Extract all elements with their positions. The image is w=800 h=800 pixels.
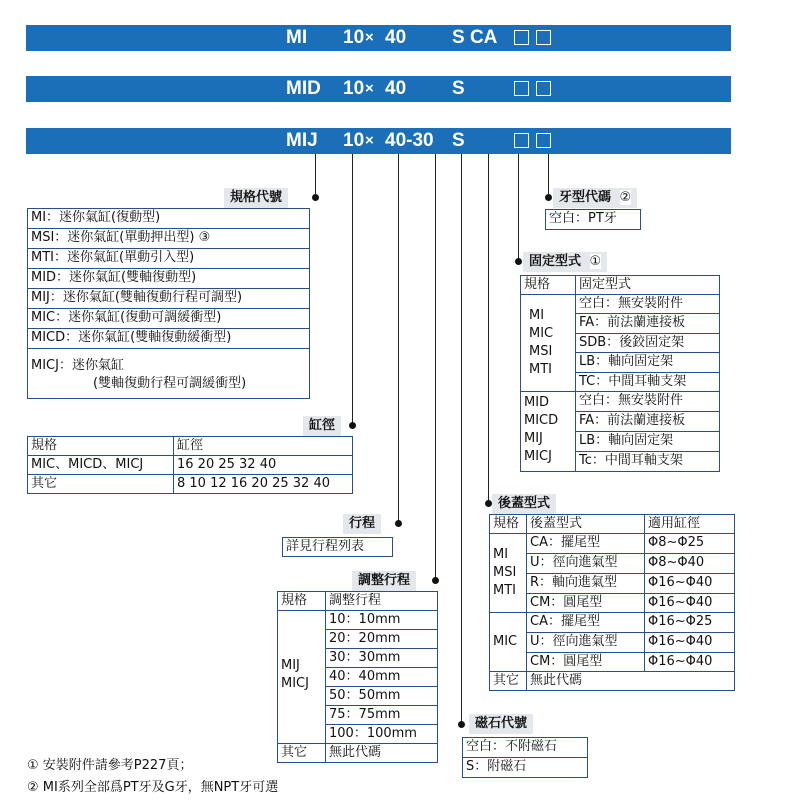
magnet-title: 磁石代號 [469, 714, 533, 734]
placeholder-box-2 [536, 30, 551, 45]
bar-model: MID [286, 78, 321, 99]
magnet-row: S：附磁石 [462, 757, 588, 778]
model-code-item [28, 349, 309, 397]
rear-cover-title: 後蓋型式 [492, 494, 556, 514]
model-code-item: MSI：迷你氣缸(單動押出型) ③ [28, 229, 309, 249]
bar-times: × [365, 29, 374, 46]
connector-mount [518, 154, 519, 261]
mount-group2-label: MICJ [524, 449, 552, 464]
model-code-item: MTI：迷你氣缸(單動引入型) [28, 249, 309, 269]
connector-dot-magnet [458, 721, 465, 728]
stroke-title: 行程 [343, 514, 381, 534]
mount-option: 空白：無安裝附件 [575, 391, 720, 412]
mount-title [523, 252, 607, 272]
model-code-list [27, 208, 310, 399]
rear-type: U：徑向進氣型 [526, 553, 645, 574]
rear-other-spec: 其它 [489, 671, 527, 691]
bore-title: 缸徑 [303, 416, 341, 436]
model-code-item-line1: MICJ：迷你氣缸 [31, 358, 124, 373]
placeholder-box-2 [536, 133, 551, 148]
bar-stroke: 40-30 [385, 130, 434, 151]
rear-group1-label: MSI [493, 565, 517, 580]
mount-group2-label: MIJ [524, 431, 543, 446]
rear-header-type: 後蓋型式 [526, 514, 645, 534]
mount-option: Tc：中間耳軸支架 [575, 451, 720, 472]
adjust-value: 20：20mm [325, 629, 438, 649]
connector-dot-stroke [395, 520, 402, 527]
rear-header-bore: 適用缸徑 [644, 514, 735, 534]
bore-row-spec: 其它 [27, 474, 174, 494]
adjust-value: 30：30mm [325, 648, 438, 668]
bore-header-spec: 規格 [27, 436, 174, 456]
bar-suffix: S [452, 130, 465, 151]
connector-rear [488, 154, 489, 503]
connector-model [315, 154, 316, 198]
mount-group2-spec [520, 391, 576, 472]
connector-dot-thread [545, 194, 552, 201]
rear-type: CM：圓尾型 [526, 652, 645, 672]
model-bar-mi [26, 25, 731, 51]
adjust-header-spec: 規格 [277, 591, 326, 611]
thread-row: 空白：PT牙 [545, 209, 641, 230]
rear-type: CA：擺尾型 [526, 533, 645, 554]
placeholder-box-1 [514, 133, 529, 148]
bore-row-values: 16 20 25 32 40 [173, 455, 353, 475]
mount-group1-spec [520, 294, 576, 392]
adjust-value: 75：75mm [325, 705, 438, 725]
connector-bore [352, 154, 353, 426]
bar-size: 10 [343, 130, 365, 151]
mount-option: FA：前法蘭連接板 [575, 313, 720, 334]
bar-size: 10 [343, 78, 365, 99]
mount-header-type: 固定型式 [575, 275, 720, 295]
footnote: ① 安裝附件請參考P227頁； [27, 758, 193, 773]
bar-suffix: S CA [452, 27, 498, 48]
bar-stroke: 40 [385, 27, 407, 48]
bore-row-values: 8 10 12 16 20 25 32 40 [173, 474, 353, 494]
footnote: ② MI系列全部爲PT牙及G牙，無NPT牙可選 [27, 780, 279, 795]
rear-bore: Φ16~Φ25 [644, 612, 735, 633]
model-code-item-line2: (雙軸復動行程可調緩衝型) [93, 376, 247, 391]
model-code-item: MI：迷你氣缸(復動型) [28, 209, 309, 229]
adjust-group-spec [277, 610, 326, 744]
rear-bore: Φ16~Φ40 [644, 652, 735, 672]
mount-group2-label: MID [524, 395, 550, 410]
mount-option: LB：軸向固定架 [575, 352, 720, 373]
rear-header-spec: 規格 [489, 514, 527, 534]
connector-dot-bore [349, 422, 356, 429]
rear-bore: Φ16~Φ40 [644, 632, 735, 653]
rear-group1-label: MTI [493, 583, 516, 598]
placeholder-box-1 [514, 81, 529, 96]
adjust-value: 100：100mm [325, 724, 438, 744]
mount-group2-label: MICD [524, 413, 559, 428]
bar-model: MI [286, 27, 308, 48]
mount-group1-label: MIC [529, 326, 554, 341]
adjust-value: 40：40mm [325, 667, 438, 687]
model-code-item: MICD：迷你氣缸(雙軸復動緩衝型) [28, 329, 309, 349]
model-code-item: MID：迷你氣缸(雙軸復動型) [28, 269, 309, 289]
mount-header-spec: 規格 [520, 275, 576, 295]
mount-option: TC：中間耳軸支架 [575, 372, 720, 392]
mount-group1-label: MTI [529, 362, 552, 377]
rear-type: R：軸向進氣型 [526, 573, 645, 594]
adjust-header-value: 調整行程 [325, 591, 438, 611]
stroke-text: 詳見行程列表 [282, 537, 393, 557]
adjust-other-spec: 其它 [277, 743, 326, 763]
mount-option: FA：前法蘭連接板 [575, 411, 720, 432]
connector-dot-rear [485, 500, 492, 507]
model-code-title: 規格代號 [224, 188, 288, 208]
rear-type: CA：擺尾型 [526, 612, 645, 633]
rear-group1-spec [489, 533, 527, 613]
thread-note-mark: ② [619, 190, 632, 205]
model-code-item: MIJ：迷你氣缸(雙軸復動行程可調型) [28, 289, 309, 309]
placeholder-box-1 [514, 30, 529, 45]
adjust-value: 10：10mm [325, 610, 438, 630]
bar-model: MIJ [286, 130, 318, 151]
model-bar-mij [26, 128, 731, 154]
magnet-row: 空白：不附磁石 [462, 737, 588, 758]
adjust-group-label: MICJ [281, 676, 309, 691]
connector-dot-model [312, 194, 319, 201]
connector-stroke [398, 154, 399, 524]
rear-bore: Φ8~Φ40 [644, 553, 735, 574]
mount-group1-label: MSI [529, 344, 553, 359]
adjust-stroke-title: 調整行程 [352, 571, 416, 591]
connector-magnet [461, 154, 462, 725]
thread-title [553, 188, 637, 208]
rear-group2-spec [489, 612, 527, 672]
bar-stroke: 40 [385, 78, 407, 99]
thread-title-text: 牙型代碼 [559, 190, 612, 205]
connector-adjust [435, 154, 436, 580]
bore-header-bore: 缸徑 [173, 436, 353, 456]
bar-suffix: S [452, 78, 465, 99]
rear-bore: Φ16~Φ40 [644, 573, 735, 594]
mount-group1-label: MI [529, 308, 545, 323]
rear-type: U：徑向進氣型 [526, 632, 645, 653]
adjust-value: 50：50mm [325, 686, 438, 706]
bar-size: 10 [343, 27, 365, 48]
rear-bore: Φ16~Φ40 [644, 593, 735, 613]
rear-group1-label: MI [493, 547, 509, 562]
adjust-group-label: MIJ [281, 658, 300, 673]
mount-option: SDB：後鉸固定架 [575, 333, 720, 353]
connector-dot-mount [515, 258, 522, 265]
mount-option: 空白：無安裝附件 [575, 294, 720, 314]
adjust-other-value: 無此代碼 [325, 743, 438, 763]
rear-group2-label: MIC [493, 634, 518, 649]
mount-note-mark: ① [589, 254, 602, 269]
mount-title-text: 固定型式 [529, 254, 582, 269]
bore-row-spec: MIC、MICD、MICJ [27, 455, 174, 475]
rear-bore: Φ8~Φ25 [644, 533, 735, 554]
rear-type: CM：圓尾型 [526, 593, 645, 613]
model-code-item: MIC：迷你氣缸(復動可調緩衝型) [28, 309, 309, 329]
placeholder-box-2 [536, 81, 551, 96]
mount-option: LB：軸向固定架 [575, 431, 720, 452]
model-bar-mid [26, 76, 731, 102]
bar-times: × [365, 132, 374, 149]
connector-dot-adjust [432, 577, 439, 584]
connector-thread [548, 154, 549, 198]
bar-times: × [365, 80, 374, 97]
rear-other-value: 無此代碼 [526, 671, 735, 691]
